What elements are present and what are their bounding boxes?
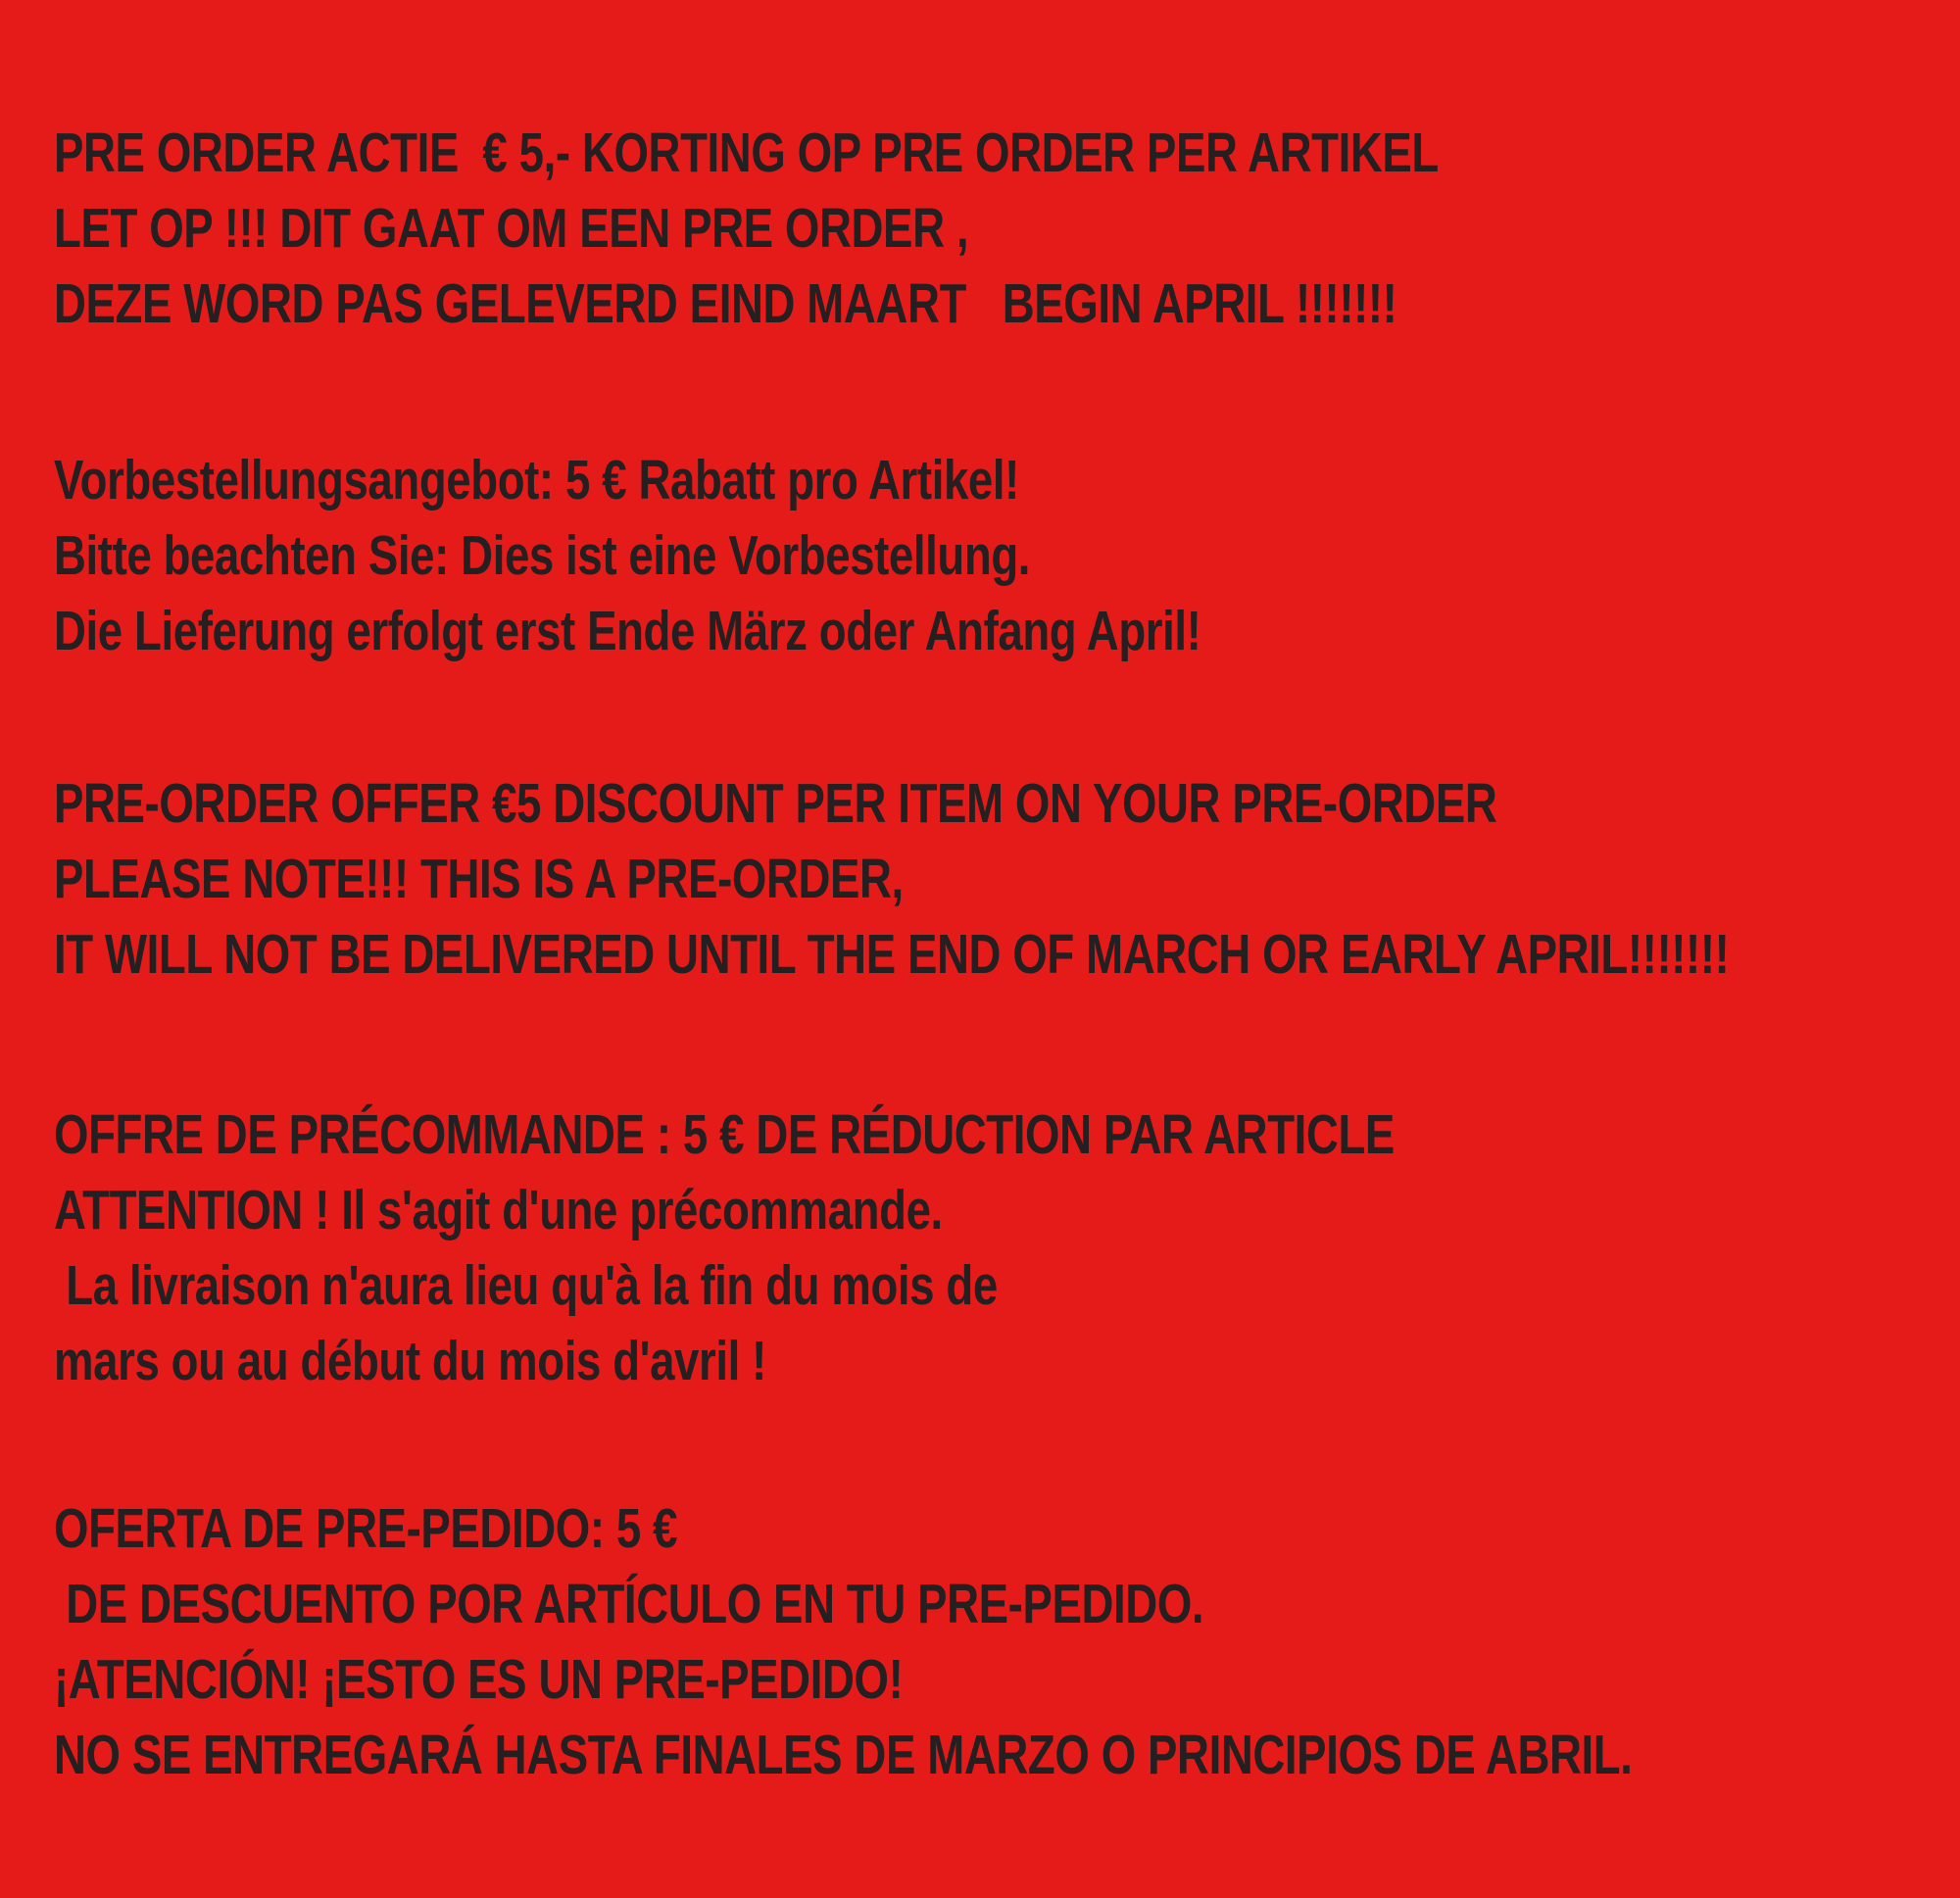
text-line: DE DESCUENTO POR ARTÍCULO EN TU PRE-PEDIDO.	[54, 1573, 1204, 1635]
text-line: ¡ATENCIÓN! ¡ESTO ES UN PRE-PEDIDO!	[54, 1648, 904, 1711]
text-line: mars ou au début du mois d'avril !	[54, 1330, 766, 1392]
text-line: NO SE ENTREGARÁ HASTA FINALES DE MARZO O PRINCIPIOS DE ABRIL.	[54, 1724, 1633, 1786]
text-line: OFERTA DE PRE-PEDIDO: 5 €	[54, 1497, 678, 1560]
text-line: La livraison n'aura lieu qu'à la fin du mois de	[54, 1254, 998, 1317]
notice-section-english	[54, 766, 1729, 993]
notice-section-french	[54, 1097, 1395, 1399]
text-line: IT WILL NOT BE DELIVERED UNTIL THE END OF MARCH OR EARLY APRIL!!!!!!!	[54, 923, 1730, 986]
text-line: ATTENTION ! Il s'agit d'une précommande.	[54, 1179, 943, 1241]
text-line: Bitte beachten Sie: Dies ist eine Vorbestellung.	[54, 524, 1031, 587]
notice-section-spanish	[54, 1491, 1633, 1793]
text-line: Die Lieferung erfolgt erst Ende März oder Anfang April!	[54, 600, 1201, 662]
text-line: PRE-ORDER OFFER €5 DISCOUNT PER ITEM ON YOUR PRE-ORDER	[54, 772, 1497, 835]
text-line: DEZE WORD PAS GELEVERD EIND MAART BEGIN APRIL !!!!!!!	[54, 272, 1397, 335]
text-line: PLEASE NOTE!!! THIS IS A PRE-ORDER,	[54, 848, 904, 910]
notice-section-dutch	[54, 116, 1439, 342]
text-line: Vorbestellungsangebot: 5 € Rabatt pro Artikel!	[54, 449, 1019, 511]
text-line: PRE ORDER ACTIE € 5,- KORTING OP PRE ORDER PER ARTIKEL	[54, 122, 1439, 184]
text-line: OFFRE DE PRÉCOMMANDE : 5 € DE RÉDUCTION PAR ARTICLE	[54, 1103, 1395, 1166]
text-line: LET OP !!! DIT GAAT OM EEN PRE ORDER ,	[54, 197, 969, 260]
notice-section-german	[54, 443, 1200, 669]
